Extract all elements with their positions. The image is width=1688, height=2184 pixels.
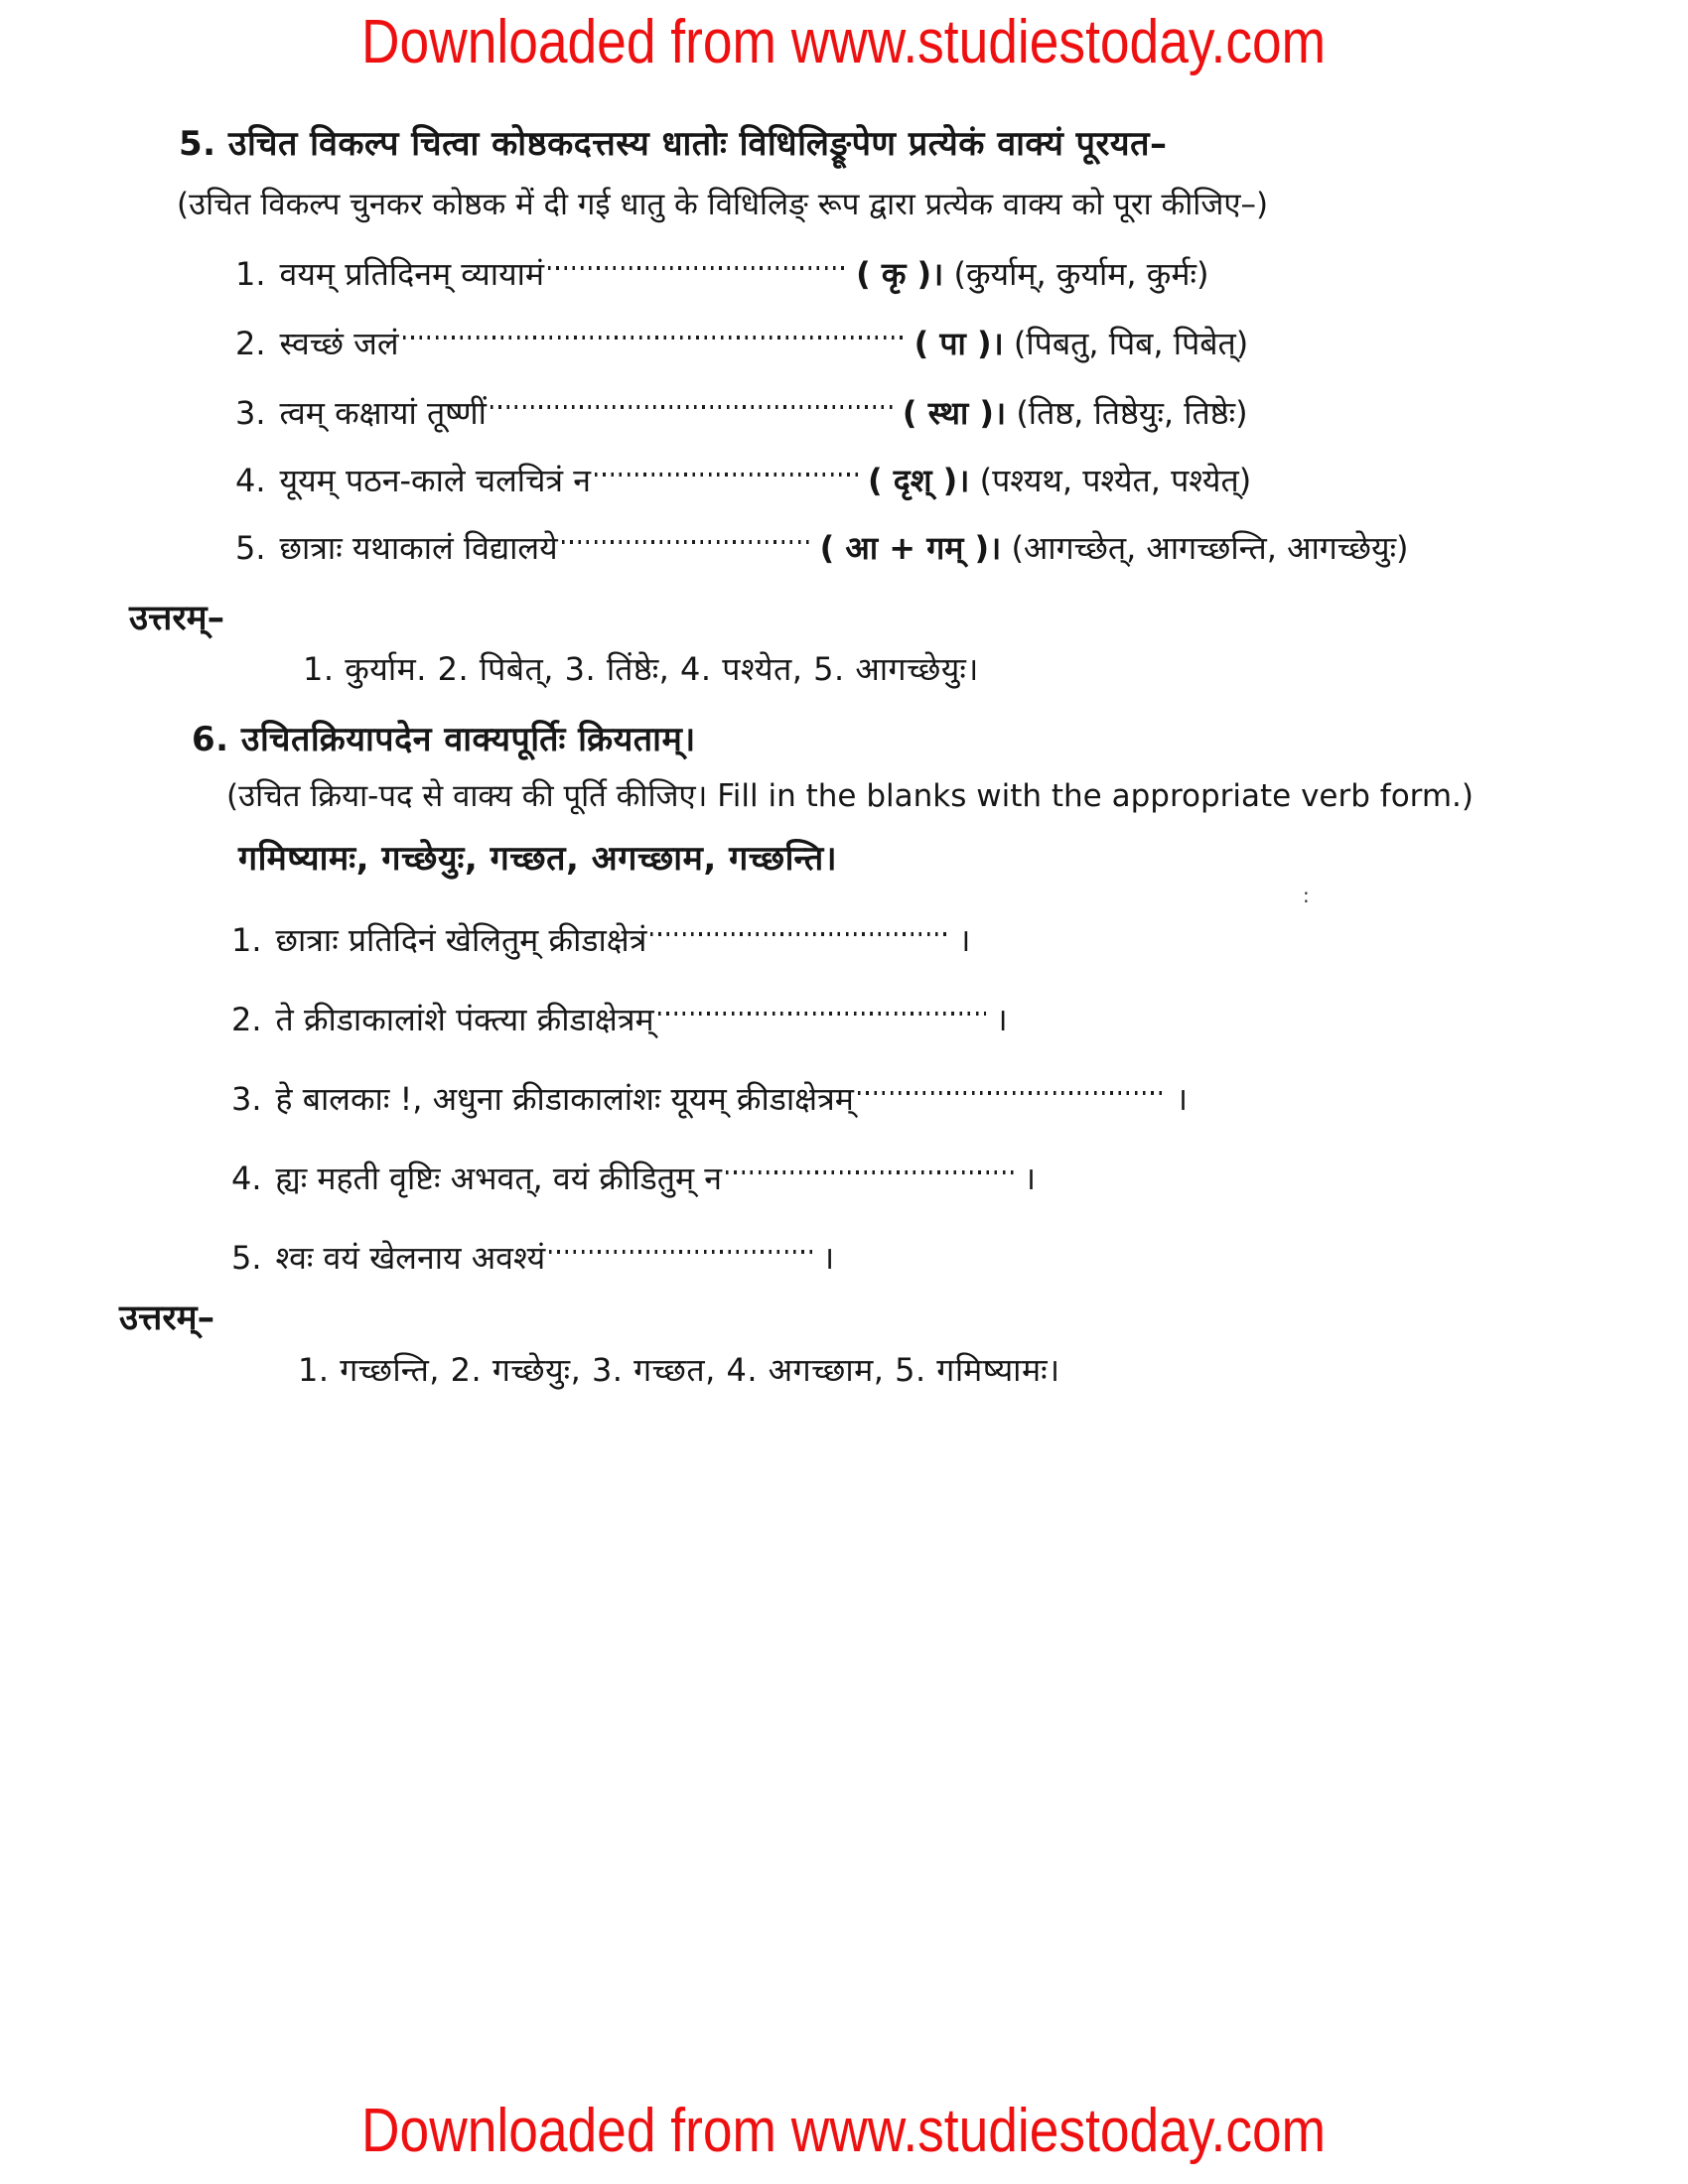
- question5-title: [179, 119, 1168, 165]
- q6-item-3-danda: ।: [1175, 1080, 1189, 1118]
- q6-item-2-number: 2.: [231, 1001, 262, 1038]
- watermark-text: Downloaded from www.studiestoday.com: [361, 8, 1327, 76]
- q6-item-2: [231, 998, 1008, 1040]
- q6-item-5-number: 5.: [231, 1239, 262, 1277]
- watermark-banner-top: [0, 8, 1688, 76]
- q6-item-1-number: 1.: [231, 921, 262, 959]
- question5-subtitle: (उचित विकल्प चुनकर कोष्ठक में दी गई धातु के विधिलिङ् रूप द्वारा प्रत्येक वाक्य को पूरा कीजिए–): [177, 187, 1269, 222]
- q6-item-3: [231, 1077, 1188, 1120]
- q6-item-3-text: हे बालकाः !, अधुना क्रीडाकालांशः यूयम् क्रीडाक्षेत्रम्: [275, 1080, 854, 1118]
- q5-answers: 1. कुर्याम. 2. पिबेत्, 3. तिंष्ठेः, 4. पश्येत, 5. आगच्छेयुः।: [303, 650, 979, 688]
- q6-item-1-danda: ।: [958, 921, 971, 959]
- q6-word-bank: गमिष्यामः, गच्छेयुः, गच्छत, अगच्छाम, गच्छन्ति।: [238, 839, 838, 879]
- q5-item-3: [235, 391, 1248, 434]
- q5-item-4-number: 4.: [235, 462, 266, 499]
- q5-item-2-text: स्वच्छं जलं: [279, 325, 399, 362]
- watermark-banner-bottom: [0, 2097, 1688, 2165]
- q5-item-5-text: छात्राः यथाकालं विद्यालये: [279, 529, 558, 567]
- q5-item-1-options: (कुर्याम्, कुर्याम, कुर्मः): [953, 255, 1209, 293]
- dotted-blank: [491, 405, 893, 409]
- q6-item-2-danda: ।: [995, 1001, 1008, 1038]
- q6-answers: 1. गच्छन्ति, 2. गच्छेयुः, 3. गच्छत, 4. अगच्छाम, 5. गमिष्यामः।: [298, 1351, 1060, 1389]
- q5-answers-label: उत्तरम्–: [129, 599, 225, 638]
- q5-item-4-root: ( दृश् )।: [868, 462, 970, 499]
- q5-item-1-number: 1.: [235, 255, 266, 293]
- q5-item-5-number: 5.: [235, 529, 266, 567]
- q5-item-5-options: (आगच्छेत्, आगच्छन्ति, आगच्छेयुः): [1011, 529, 1409, 567]
- q5-item-3-root: ( स्था )।: [902, 394, 1007, 432]
- question5-title-text: उचित विकल्प चित्वा कोष्ठकदत्तस्य धातोः विधिलिङ्रूपेण प्रत्येकं वाक्यं पूरयत–: [227, 124, 1168, 164]
- dotted-blank: [562, 540, 810, 544]
- q5-item-4-text: यूयम् पठन-काले चलचित्रं न: [279, 462, 591, 499]
- q5-item-3-text: त्वम् कक्षायां तूष्णीं: [279, 394, 487, 432]
- q5-item-2: [235, 322, 1248, 364]
- q5-item-4-options: (पश्यथ, पश्येत, पश्येत्): [979, 462, 1252, 499]
- q6-answers-label: उत्तरम्–: [119, 1298, 215, 1338]
- q5-item-1-text: वयम् प्रतिदिनम् व्यायामं: [279, 255, 545, 293]
- q6-item-5-text: श्वः वयं खेलनाय अवश्यं: [275, 1239, 546, 1277]
- question6-title: [192, 715, 696, 760]
- q6-item-3-number: 3.: [231, 1080, 262, 1118]
- q5-item-4: [235, 459, 1251, 501]
- q6-item-4: [231, 1157, 1036, 1199]
- dotted-blank: [726, 1170, 1014, 1174]
- q6-item-1-text: छात्राः प्रतिदिनं खेलितुम् क्रीडाक्षेत्रं: [275, 921, 647, 959]
- dotted-blank: [403, 336, 905, 340]
- dotted-blank: [858, 1091, 1166, 1095]
- q5-item-2-number: 2.: [235, 325, 266, 362]
- q6-item-5: [231, 1236, 834, 1279]
- q5-item-5-root: ( आ + गम् )।: [819, 529, 1002, 567]
- q5-item-5: [235, 526, 1409, 569]
- dotted-blank: [650, 932, 948, 936]
- question5-number: 5.: [179, 124, 216, 164]
- q5-item-3-number: 3.: [235, 394, 266, 432]
- q5-item-3-options: (तिष्ठ, तिष्ठेयुः, तिष्ठेः): [1016, 394, 1248, 432]
- question6-title-text: उचितक्रियापदेन वाक्यपूर्तिः क्रियताम्।: [240, 720, 696, 759]
- watermark-text: Downloaded from www.studiestoday.com: [361, 2097, 1327, 2165]
- q6-item-4-text: ह्यः महती वृष्टिः अभवत्, वयं क्रीडितुम् न: [275, 1160, 723, 1197]
- q5-item-1: [235, 252, 1208, 295]
- question6-subtitle: (उचित क्रिया-पद से वाक्य की पूर्ति कीजिए। Fill in the blanks with the appropriate verb form.): [226, 778, 1475, 814]
- q5-item-2-root: ( पा )।: [914, 325, 1004, 362]
- q6-item-1: [231, 918, 971, 961]
- question6-number: 6.: [192, 720, 229, 759]
- q6-item-5-danda: ।: [822, 1239, 835, 1277]
- q6-item-4-danda: ।: [1024, 1160, 1037, 1197]
- dotted-blank: [658, 1012, 986, 1016]
- q5-item-2-options: (पिबतु, पिब, पिबेत्): [1013, 325, 1249, 362]
- dotted-blank: [595, 473, 858, 477]
- dotted-blank: [549, 1250, 812, 1254]
- dotted-blank: [548, 266, 846, 270]
- q5-item-1-root: ( कृ )।: [856, 255, 944, 293]
- scan-speck: :: [1303, 884, 1310, 907]
- q6-item-2-text: ते क्रीडाकालांशे पंक्त्या क्रीडाक्षेत्रम्: [275, 1001, 654, 1038]
- q6-item-4-number: 4.: [231, 1160, 262, 1197]
